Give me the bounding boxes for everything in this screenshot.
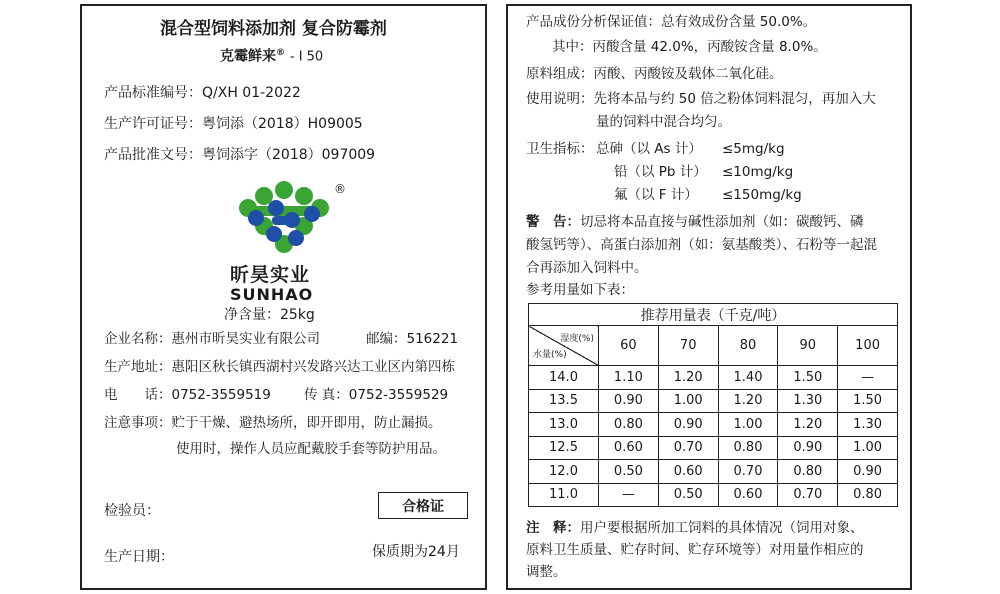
dosage-table bbox=[528, 303, 898, 507]
table-cell: 1.20 bbox=[778, 413, 838, 437]
notes-label: 注意事项： bbox=[104, 415, 172, 431]
warning-row bbox=[526, 216, 864, 230]
table-cell: 0.80 bbox=[778, 460, 838, 484]
usage-line-2: 量的饲料中混合均匀。 bbox=[596, 114, 731, 130]
brand-chinese: 昕昊实业 bbox=[230, 264, 311, 286]
product-name-text: 克霉鲜来 bbox=[220, 48, 276, 65]
address-row bbox=[104, 361, 455, 375]
table-corner-cell bbox=[529, 326, 599, 366]
table-cell: 0.60 bbox=[718, 483, 778, 507]
phone-value: 0752-3559519 bbox=[171, 387, 271, 403]
ingredients-value: 丙酸、丙酸铵及载体二氧化硅。 bbox=[593, 66, 783, 82]
standard-label: 产品标准编号： bbox=[104, 85, 202, 101]
table-header-cell: 100 bbox=[838, 326, 898, 366]
row-label-cell: 12.5 bbox=[529, 436, 599, 460]
inspector-label: 检验员： bbox=[104, 503, 160, 519]
row-label-cell: 12.0 bbox=[529, 460, 599, 484]
table-cell: 1.30 bbox=[838, 413, 898, 437]
postcode-row bbox=[366, 333, 458, 347]
address-value: 惠阳区秋长镇西湖村兴发路兴达工业区内第四栋 bbox=[171, 359, 455, 375]
table-cell: 1.00 bbox=[718, 413, 778, 437]
note-line-2: 原料卫生质量、贮存时间、贮存环境等）对用量作相应的 bbox=[526, 542, 864, 558]
table-cell: 0.80 bbox=[599, 413, 659, 437]
company-row bbox=[104, 333, 320, 347]
table-cell: 0.50 bbox=[599, 460, 659, 484]
reference-text: 参考用量如下表： bbox=[526, 282, 634, 298]
fax-label: 传 真： bbox=[304, 387, 349, 403]
hygiene-item-limit: ≤150mg/kg bbox=[722, 187, 802, 203]
address-label: 生产地址： bbox=[104, 359, 172, 375]
hygiene-item-limit: ≤5mg/kg bbox=[722, 141, 785, 157]
table-cell: 0.90 bbox=[658, 413, 718, 437]
hygiene-item-name: 总砷（以 As 计） bbox=[596, 141, 702, 157]
note-row bbox=[526, 522, 864, 536]
table-header-cell: 70 bbox=[658, 326, 718, 366]
license-row bbox=[104, 117, 363, 131]
analysis-line-1: 产品成份分析保证值：总有效成份含量 50.0%。 bbox=[526, 14, 817, 30]
postcode-value: 516221 bbox=[406, 331, 459, 347]
left-label-panel bbox=[80, 4, 487, 590]
table-row bbox=[529, 413, 898, 437]
production-date-label: 生产日期： bbox=[104, 549, 174, 565]
table-row bbox=[529, 366, 898, 390]
phone-label: 电 话： bbox=[104, 387, 172, 403]
ingredients-row bbox=[526, 68, 783, 82]
warning-line-1: 切忌将本品直接与碱性添加剂（如：碳酸钙、磷 bbox=[580, 214, 864, 230]
warning-line-3: 合再添加入饲料中。 bbox=[526, 260, 648, 276]
postcode-label: 邮编： bbox=[366, 331, 407, 347]
note-line-3: 调整。 bbox=[526, 564, 567, 580]
fax-value: 0752-3559529 bbox=[348, 387, 449, 403]
product-suffix: - I 50 bbox=[289, 49, 324, 65]
standard-value: Q/XH 01-2022 bbox=[202, 85, 301, 101]
cert-stamp: 合格证 bbox=[378, 492, 468, 519]
table-cell: 0.70 bbox=[718, 460, 778, 484]
note-line-1: 用户要根据所加工饲料的具体情况（饲用对象、 bbox=[580, 520, 864, 536]
table-header-cell: 80 bbox=[718, 326, 778, 366]
hygiene-item-name: 氟（以 F 计） bbox=[614, 187, 698, 203]
notes-line-1: 贮于干燥、避热场所，即开即用，防止漏损。 bbox=[171, 415, 442, 431]
table-header-cell: 90 bbox=[778, 326, 838, 366]
table-cell: 0.80 bbox=[718, 436, 778, 460]
table-cell: 0.60 bbox=[599, 436, 659, 460]
notes-row bbox=[104, 417, 442, 431]
usage-label: 使用说明： bbox=[526, 91, 594, 107]
table-cell: 0.70 bbox=[778, 483, 838, 507]
hygiene-item-limit: ≤10mg/kg bbox=[722, 164, 794, 180]
right-label-panel bbox=[506, 4, 912, 590]
table-cell: 0.50 bbox=[658, 483, 718, 507]
brand-english: SUNHAO bbox=[230, 285, 314, 304]
hygiene-label: 卫生指标： bbox=[526, 141, 594, 157]
row-label-cell: 13.5 bbox=[529, 389, 599, 413]
usage-line-1: 先将本品与约 50 倍之粉体饲料混匀，再加入大 bbox=[593, 91, 876, 107]
table-caption: 推荐用量表（千克/吨） bbox=[529, 304, 898, 326]
warning-line-2: 酸氢钙等）、高蛋白添加剂（如：氨基酸类）、石粉等一起混 bbox=[526, 237, 877, 253]
usage-row bbox=[526, 93, 876, 107]
ingredients-label: 原料组成： bbox=[526, 66, 594, 82]
sunhao-logo-icon bbox=[234, 178, 334, 262]
note-label: 注 释： bbox=[526, 520, 580, 536]
row-label-cell: 13.0 bbox=[529, 413, 599, 437]
table-cell: 1.00 bbox=[838, 436, 898, 460]
license-value: 粤饲添（2018）H09005 bbox=[202, 116, 363, 132]
approval-label: 产品批准文号： bbox=[104, 147, 202, 163]
table-cell: 0.60 bbox=[658, 460, 718, 484]
logo-reg-mark: ® bbox=[334, 182, 346, 196]
table-cell: — bbox=[838, 366, 898, 390]
fax-row bbox=[304, 389, 448, 403]
analysis-line-2: 其中：丙酸含量 42.0%，丙酸铵含量 8.0%。 bbox=[552, 39, 827, 55]
table-cell: 1.10 bbox=[599, 366, 659, 390]
table-cell: 0.80 bbox=[838, 483, 898, 507]
corner-moisture-label: 水量(%) bbox=[533, 350, 567, 360]
product-reg-mark: ® bbox=[276, 48, 285, 58]
hygiene-item-name: 铅（以 Pb 计） bbox=[614, 164, 707, 180]
net-weight: 净含量：25kg bbox=[224, 307, 315, 323]
table-cell: 0.90 bbox=[599, 389, 659, 413]
approval-value: 粤饲添字（2018）097009 bbox=[202, 147, 376, 163]
table-cell: — bbox=[599, 483, 659, 507]
license-label: 生产许可证号： bbox=[104, 116, 202, 132]
table-cell: 0.90 bbox=[778, 436, 838, 460]
product-name bbox=[220, 49, 323, 64]
shelf-life: 保质期为24月 bbox=[372, 544, 460, 560]
notes-line-2: 使用时，操作人员应配戴胶手套等防护用品。 bbox=[176, 441, 446, 457]
corner-humidity-label: 湿度(%) bbox=[560, 334, 594, 344]
warning-label: 警 告： bbox=[526, 214, 580, 230]
row-label-cell: 11.0 bbox=[529, 483, 599, 507]
table-cell: 1.00 bbox=[658, 389, 718, 413]
approval-row bbox=[104, 148, 375, 162]
table-row bbox=[529, 436, 898, 460]
table-header-cell: 60 bbox=[599, 326, 659, 366]
standard-row bbox=[104, 86, 301, 100]
table-cell: 1.40 bbox=[718, 366, 778, 390]
product-title: 混合型饲料添加剂 复合防霉剂 bbox=[160, 19, 387, 39]
table-cell: 1.50 bbox=[778, 366, 838, 390]
table-cell: 0.70 bbox=[658, 436, 718, 460]
table-cell: 1.20 bbox=[658, 366, 718, 390]
phone-row bbox=[104, 389, 271, 403]
table-row bbox=[529, 460, 898, 484]
company-label: 企业名称： bbox=[104, 331, 172, 347]
table-cell: 1.50 bbox=[838, 389, 898, 413]
table-cell: 1.20 bbox=[718, 389, 778, 413]
table-cell: 1.30 bbox=[778, 389, 838, 413]
table-row bbox=[529, 483, 898, 507]
row-label-cell: 14.0 bbox=[529, 366, 599, 390]
table-cell: 0.90 bbox=[838, 460, 898, 484]
table-row bbox=[529, 389, 898, 413]
company-value: 惠州市昕昊实业有限公司 bbox=[171, 331, 320, 347]
